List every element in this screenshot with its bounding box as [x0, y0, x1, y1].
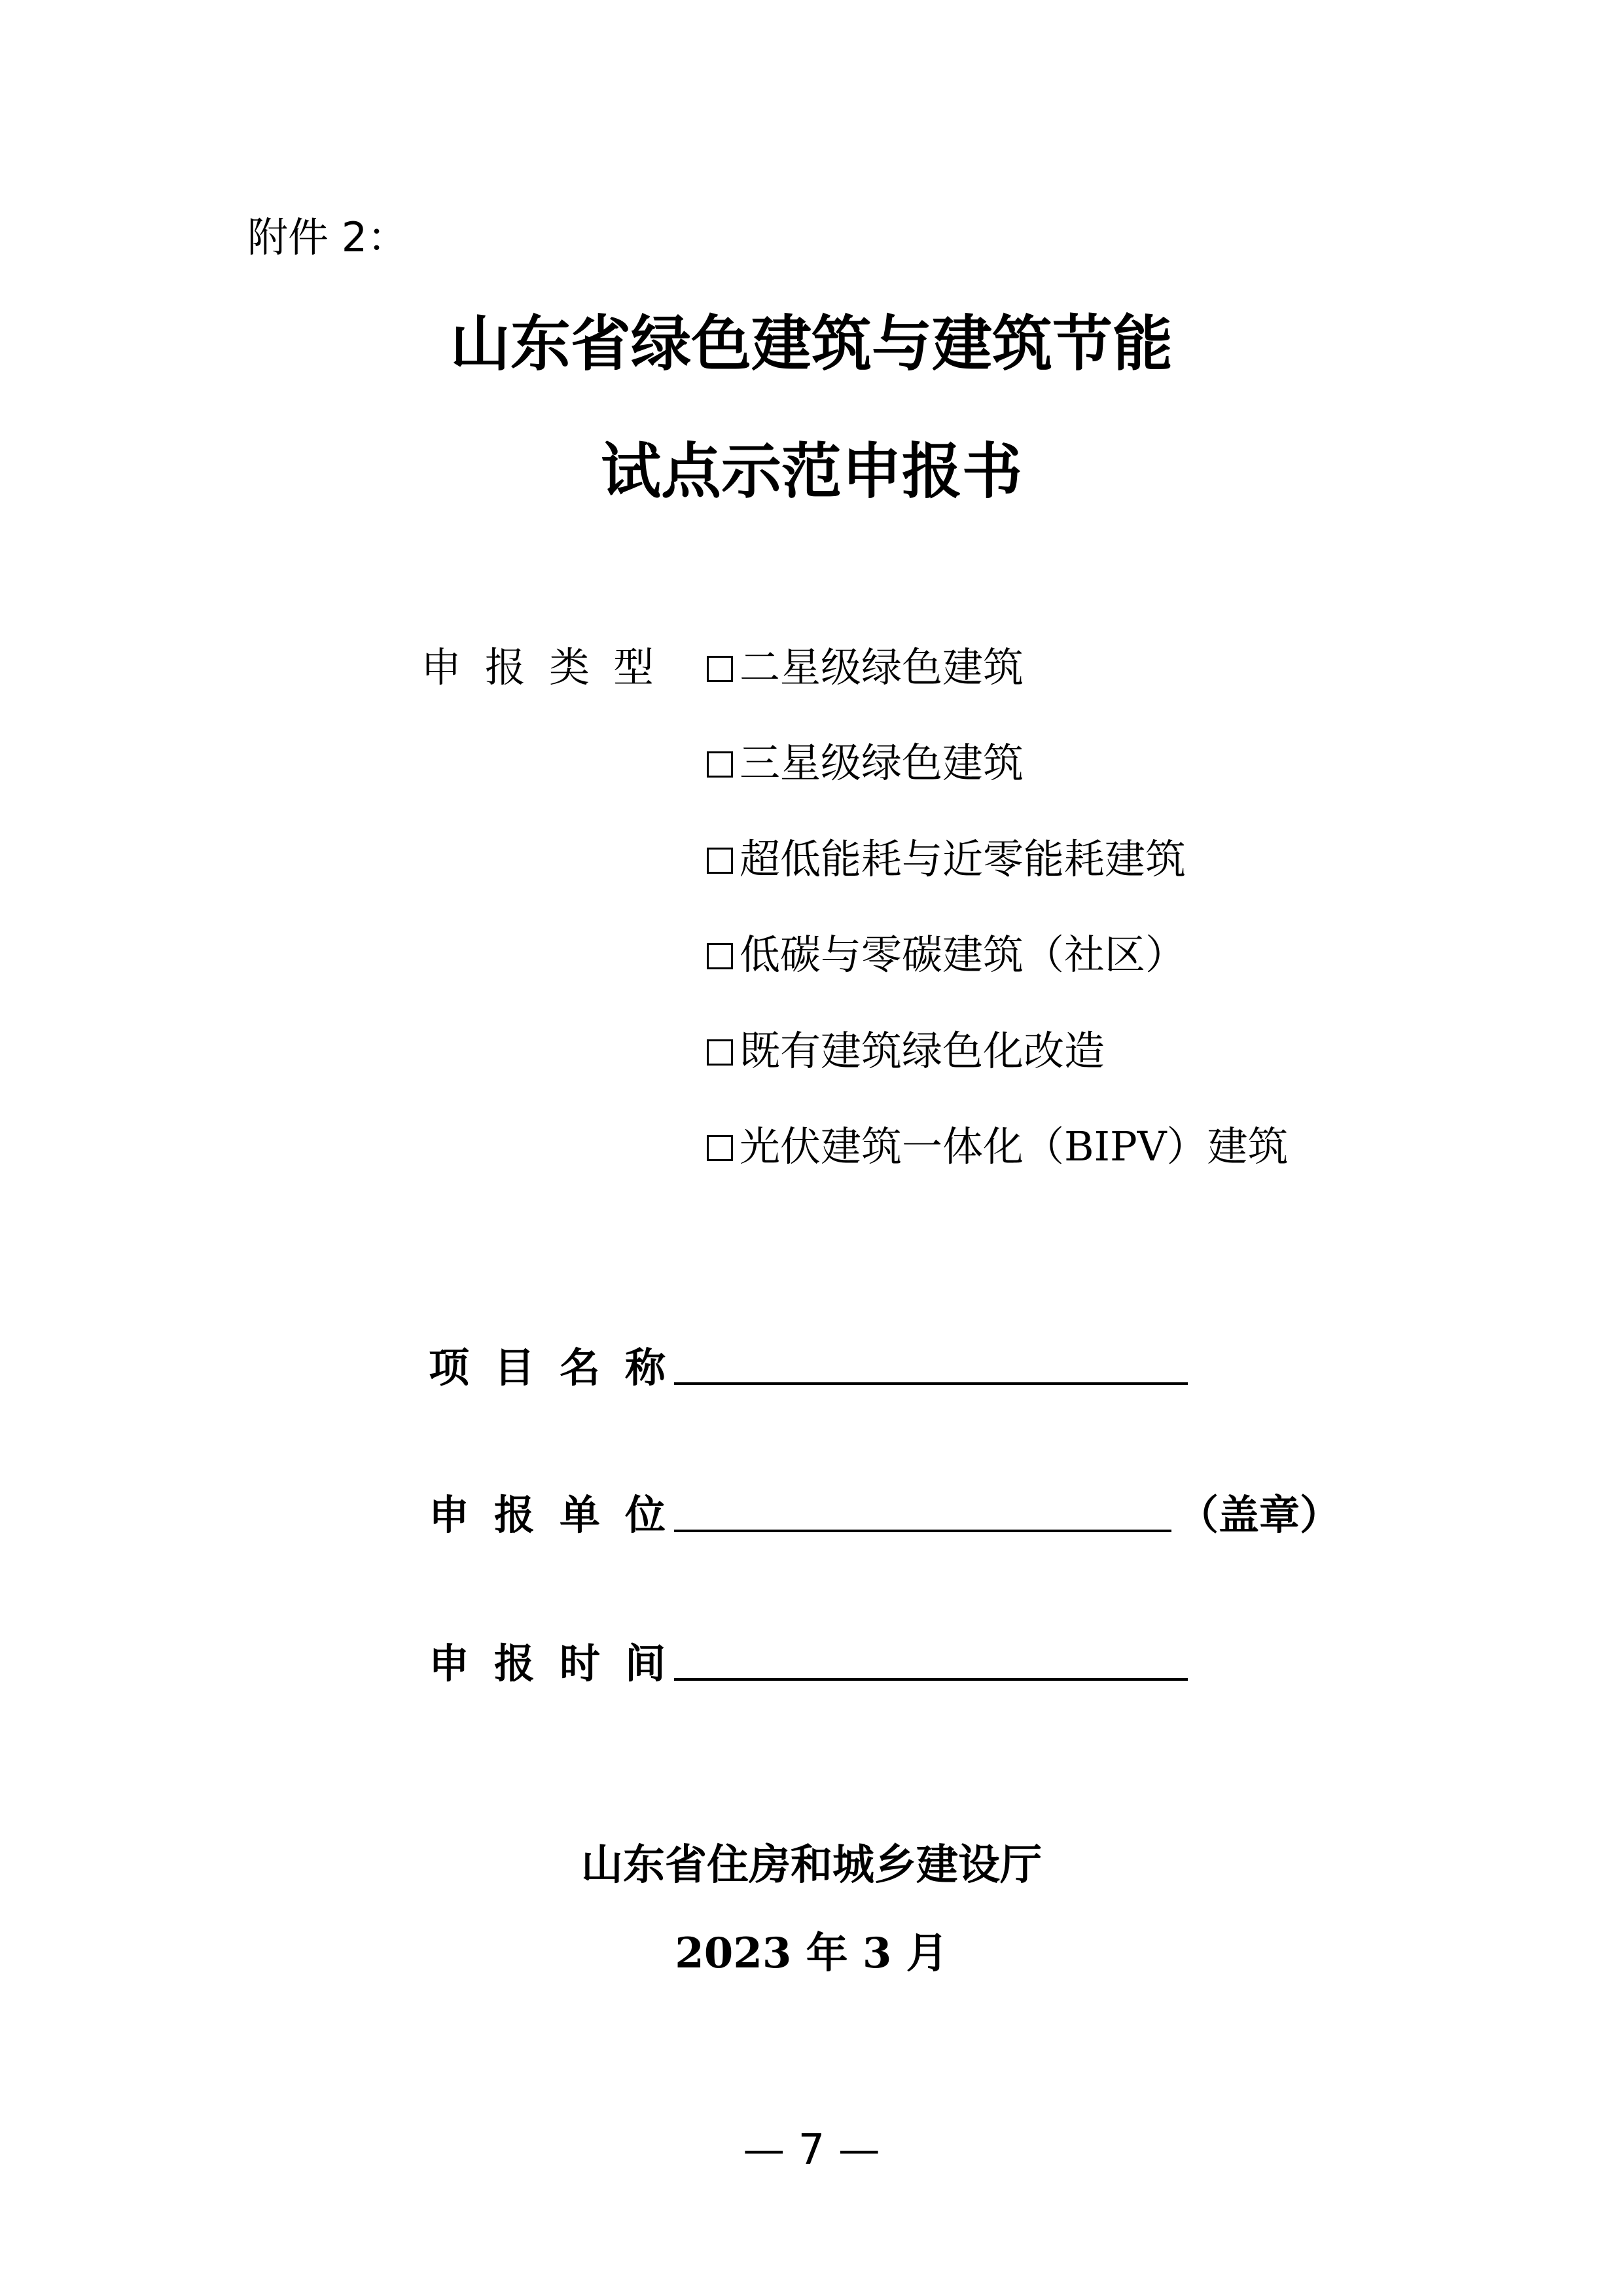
issuer-name: 山东省住房和城乡建设厅 — [581, 1840, 1042, 1890]
checkbox[interactable] — [707, 656, 733, 682]
option-low-carbon-building[interactable] — [707, 925, 1186, 984]
attachment-label: 附件 2： — [247, 213, 408, 261]
application-type-label: 申报类型 — [421, 643, 678, 691]
option-two-star-green-building[interactable] — [707, 638, 1024, 697]
document-title-line-1: 山东省绿色建筑与建筑节能 — [450, 308, 1173, 379]
application-date-input[interactable] — [674, 1678, 1188, 1681]
option-label: 三星级绿色建筑 — [740, 739, 1024, 787]
issue-date: 2023 年 3 月 — [675, 1929, 948, 1978]
page-number: — 7 — — [743, 2126, 880, 2174]
application-date-label: 申报时间 — [429, 1640, 691, 1687]
option-label: 超低能耗与近零能耗建筑 — [740, 835, 1186, 883]
checkbox[interactable] — [707, 751, 733, 778]
project-name-label: 项目名称 — [429, 1344, 691, 1391]
applicant-label: 申报单位 — [429, 1491, 691, 1539]
option-three-star-green-building[interactable] — [707, 734, 1024, 793]
document-title-line-2: 试点示范申报书 — [600, 436, 1022, 507]
project-name-input[interactable] — [674, 1382, 1188, 1385]
applicant-input[interactable] — [674, 1530, 1171, 1532]
option-bipv-building[interactable] — [707, 1117, 1289, 1176]
option-label: 光伏建筑一体化（BIPV）建筑 — [740, 1122, 1289, 1170]
option-ultra-low-energy-building[interactable] — [707, 830, 1186, 889]
checkbox[interactable] — [707, 1039, 733, 1066]
option-label: 既有建筑绿色化改造 — [740, 1027, 1105, 1075]
checkbox[interactable] — [707, 943, 733, 969]
option-label: 二星级绿色建筑 — [740, 643, 1024, 691]
seal-note: （盖章） — [1178, 1491, 1341, 1539]
checkbox[interactable] — [707, 1135, 733, 1161]
option-label: 低碳与零碳建筑（社区） — [740, 931, 1186, 978]
checkbox[interactable] — [707, 848, 733, 874]
option-existing-building-retrofit[interactable] — [707, 1022, 1105, 1081]
